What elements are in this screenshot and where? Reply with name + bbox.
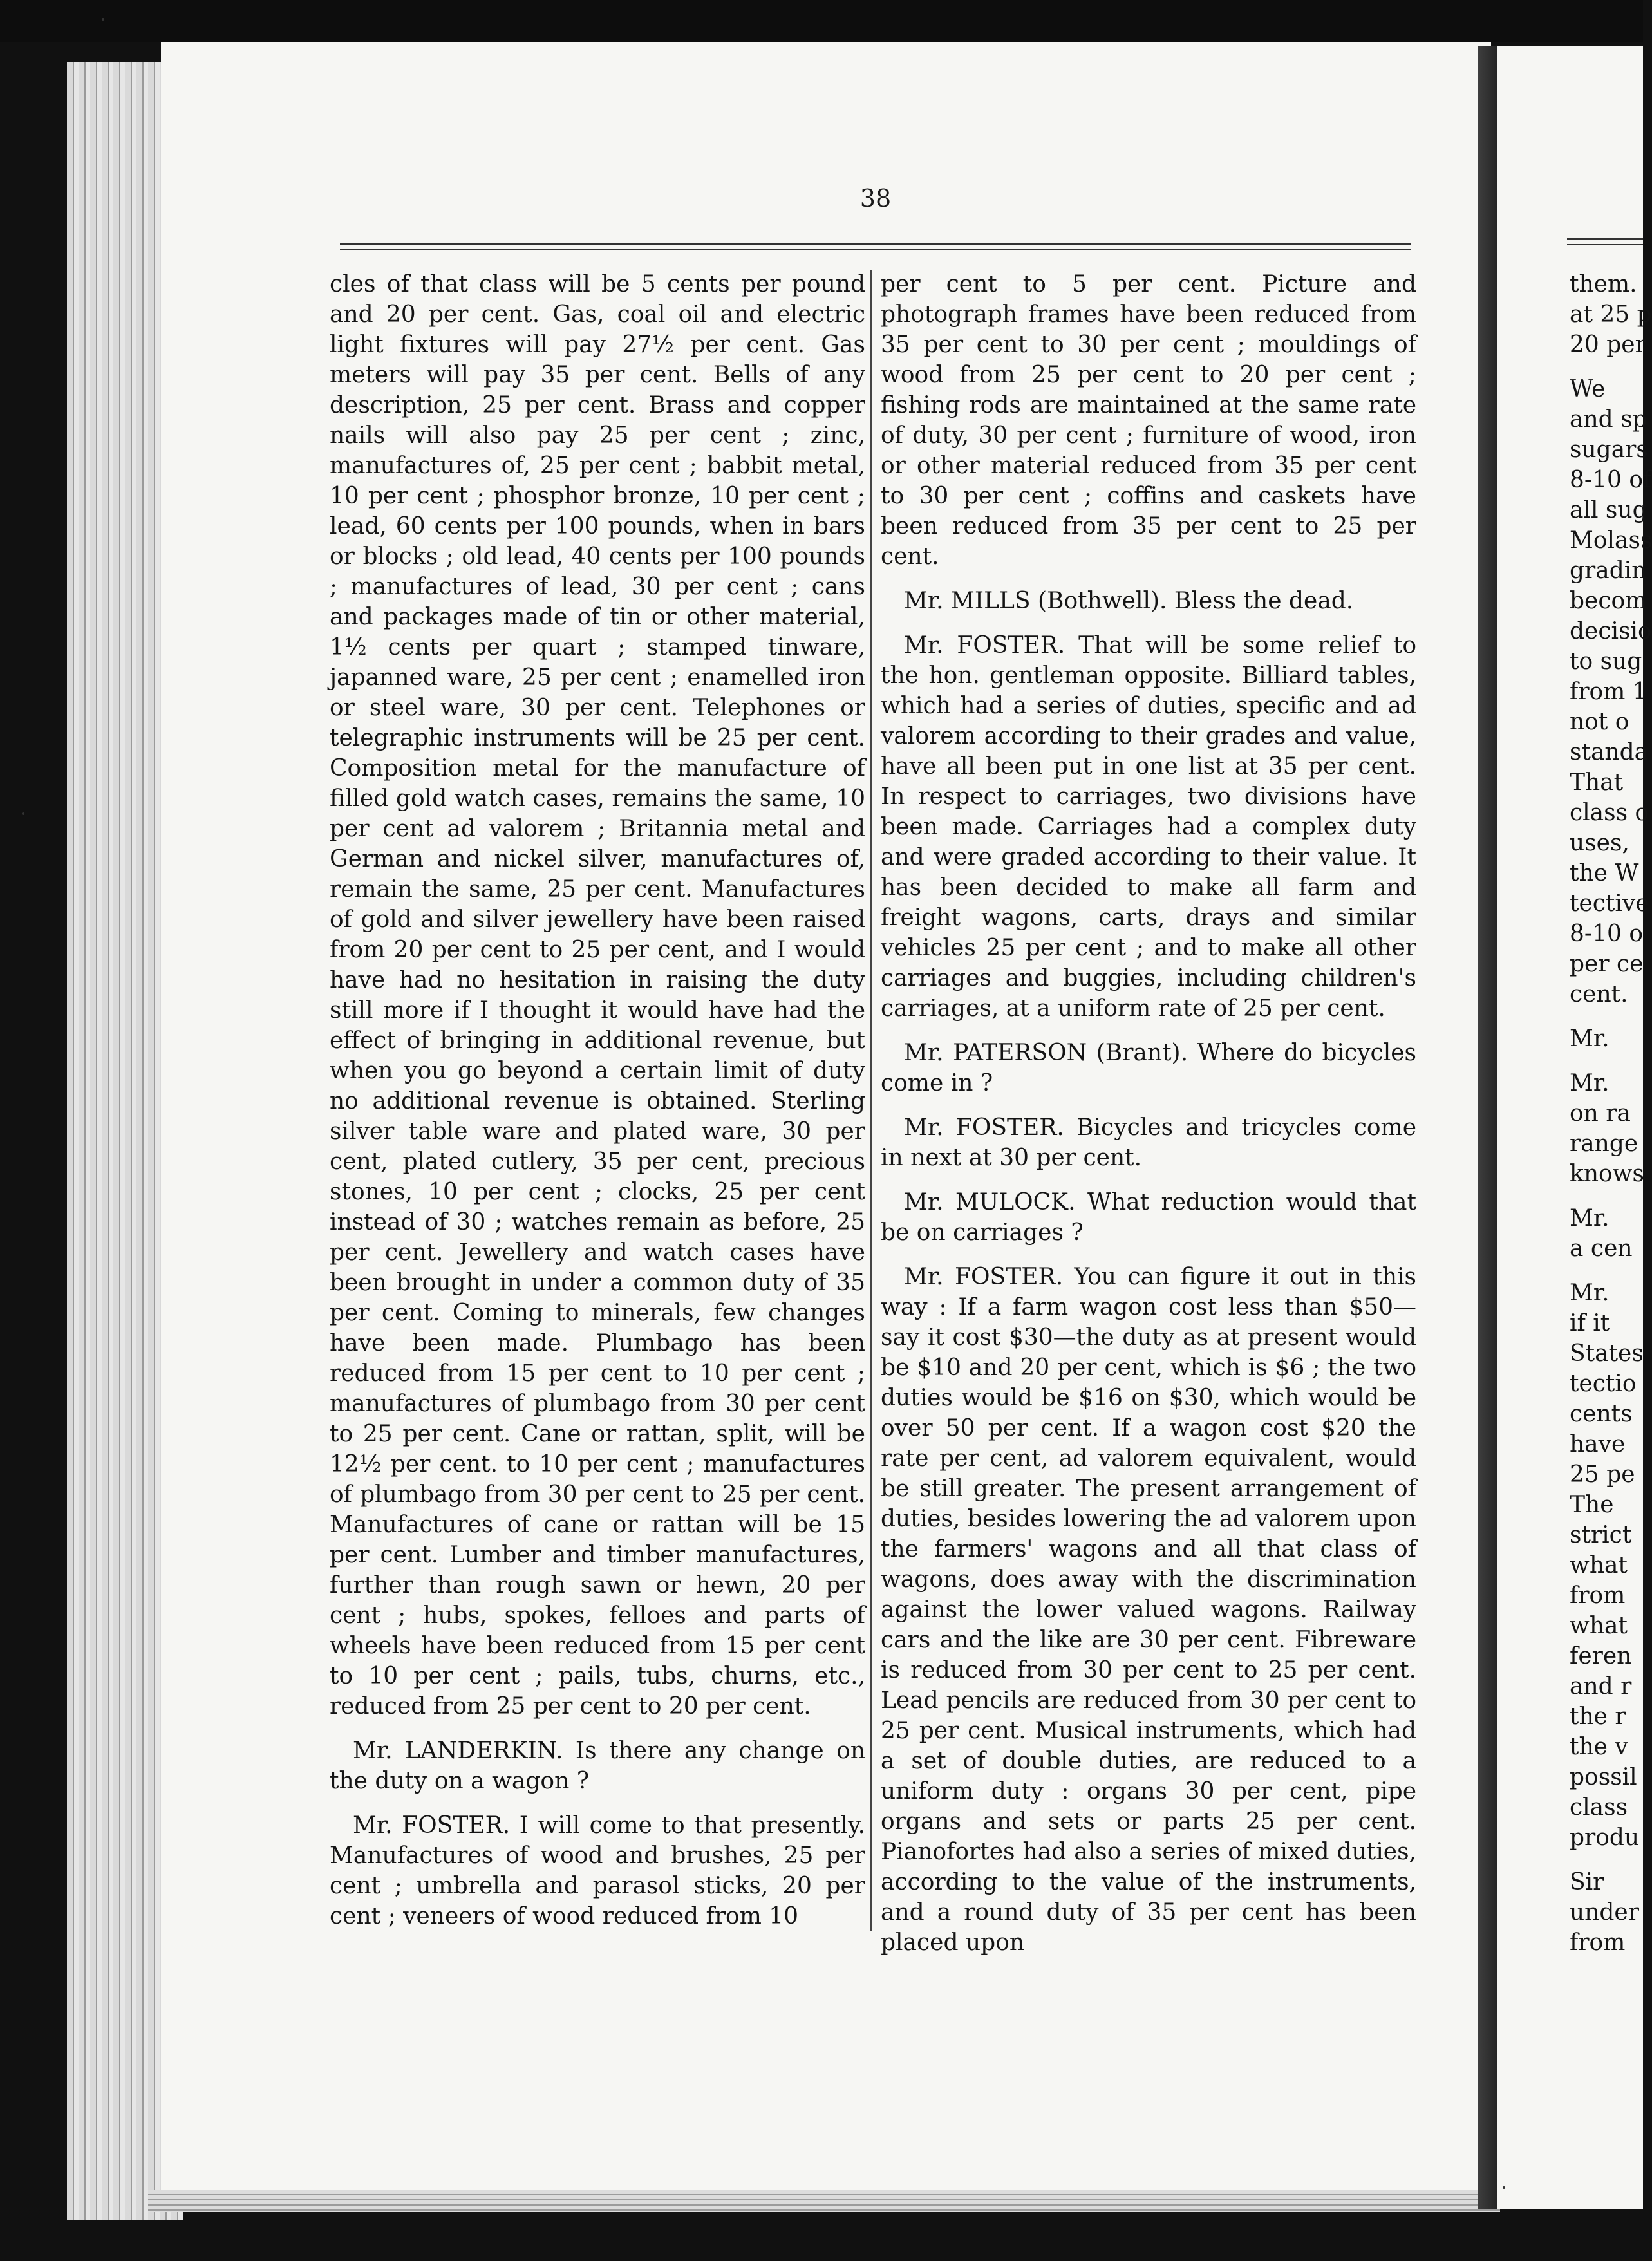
facing-page-line: and r xyxy=(1570,1673,1632,1700)
scan-speck xyxy=(102,18,104,21)
facing-page-line: range xyxy=(1570,1130,1638,1157)
facing-page-line: class xyxy=(1570,1794,1628,1821)
paragraph: per cent to 5 per cent. Picture and photograph frames have been reduced from 35 per cent to 30 per cent ; mouldings of wood from 25 per cent to 20 per cent ; fishing rods are maintained at the same rate of duty, 30 per cent ; furniture of wood, iron or other material reduced from 35 per cent to 30 per cent ; coffins and caskets have been reduced from 35 per cent to 25 per cent. xyxy=(881,271,1416,570)
facing-page-line: under xyxy=(1570,1899,1639,1926)
facing-page-line: from xyxy=(1570,1929,1626,1956)
facing-page-gap xyxy=(1570,1189,1647,1203)
scan-speck xyxy=(1503,2186,1505,2189)
facing-page-line: That xyxy=(1570,769,1624,796)
facing-page-line: Mr. xyxy=(1570,1070,1610,1096)
facing-page-line: from xyxy=(1570,1582,1626,1609)
facing-page-line: strict xyxy=(1570,1522,1632,1548)
book-page-bottom-edge xyxy=(148,2190,1500,2212)
facing-page-line: States xyxy=(1570,1340,1644,1367)
facing-page-line: the W xyxy=(1570,860,1639,887)
facing-page-line: gradin xyxy=(1570,558,1647,584)
paragraph: cles of that class will be 5 cents per pound and 20 per cent. Gas, coal oil and electric light fixtures will pay 27½ per cent. Gas meters will pay 35 per cent. Bells of any description, 25 per cent. Brass and copper nails will also pay 25 per cent ; zinc, manufactures of, 25 per cent ; babbit metal, 10 per cent ; phosphor bronze, 10 per cent ; lead, 60 cents per 100 pounds, when in bars or blocks ; old lead, 40 cents per 100 pounds ; manufactures of lead, 30 per cent ; cans and packages made of tin or other material, 1½ cents per quart ; stamped tinware, japanned ware, 25 per cent ; enamelled iron or steel ware, 30 per cent. Telephones or telegraphic instruments will be 25 per cent. Composition metal for the manufacture of filled gold watch cases, remains the same, 10 per cent ad valorem ; Britannia metal and German and nickel silver, manufactures of, remain the same, 25 per cent. Manufactures of gold and silver jewellery have been raised from 20 per cent to 25 per cent, and I would have had no hesitation in raising the duty still more if I thought it would have had the effect of bringing in additional revenue, but when you go beyond a certain limit of duty no additional revenue is obtained. Sterling silver table ware and plated ware, 30 per cent, plated cutlery, 35 per cent, precious stones, 10 per cent ; clocks, 25 per cent instead of 30 ; watches remain as before, 25 per cent. Jewellery and watch cases have been brought in under a common duty of 35 per cent. Coming to minerals, few changes have been made. Plumbago has been reduced from 15 per cent to 10 per cent ; manufactures of plumbago from 30 per cent to 25 per cent. Cane or rattan, split, will be 12½ per cent. to 10 per cent ; manufactures of plumbago from 30 per cent to 25 per cent. Manufactures of cane or rattan will be 15 per cent. Lumber and timber manufactures, further than rough sawn or hewn, 20 per cent ; hubs, spokes, felloes and parts of wheels have been reduced from 15 per cent to 10 per cent ; pails, tubs, churns, etc., reduced from 25 per cent to 20 per cent. xyxy=(330,271,865,1720)
facing-page-line: at 25 p xyxy=(1570,301,1652,328)
facing-page-gap xyxy=(1570,1853,1647,1867)
facing-page-line: uses, xyxy=(1570,830,1629,856)
column-divider xyxy=(870,270,872,1931)
facing-page-line: 25 pe xyxy=(1570,1461,1635,1488)
facing-page-line: class o xyxy=(1570,800,1649,826)
facing-page-line: cent. xyxy=(1570,981,1628,1008)
book-gutter xyxy=(1478,46,1497,2209)
paragraph: Mr. FOSTER. I will come to that presently. Manufactures of wood and brushes, 25 per cent ; umbrella and parasol sticks, 20 per cent ; veneers of wood reduced from 10 xyxy=(330,1812,865,1929)
facing-page-line: knows xyxy=(1570,1161,1644,1187)
facing-page-line: Molass xyxy=(1570,527,1652,554)
facing-page-line: all sug xyxy=(1570,497,1647,523)
facing-page-line: from 1 xyxy=(1570,679,1647,705)
facing-page-line: them. xyxy=(1570,271,1637,297)
left-column xyxy=(330,269,865,1946)
facing-page-line: 8-10 o xyxy=(1570,921,1643,947)
facing-page-line: feren xyxy=(1570,1643,1632,1669)
facing-page-header-rule xyxy=(1567,238,1643,240)
facing-page-line: produ xyxy=(1570,1825,1640,1851)
facing-page-line: and sp xyxy=(1570,406,1647,433)
facing-page-line: have xyxy=(1570,1431,1626,1458)
facing-page-line: cents xyxy=(1570,1401,1633,1427)
facing-page-line: a cen xyxy=(1570,1235,1633,1262)
facing-page-line: sugars xyxy=(1570,436,1648,463)
facing-page-line: standa xyxy=(1570,739,1649,765)
facing-page-line: decisio xyxy=(1570,618,1652,644)
scan-border-top xyxy=(0,0,1643,42)
page-number: 38 xyxy=(859,184,892,212)
facing-page-line: per ce xyxy=(1570,951,1644,977)
facing-page-line: to sug xyxy=(1570,648,1642,675)
scan-speck xyxy=(22,812,24,815)
paragraph: Mr. FOSTER. That will be some relief to the hon. gentleman opposite. Billiard tables, which had a series of duties, specific and ad valorem according to their grades and value, have all been put in one list at 35 per cent. In respect to carriages, two divisions have been made. Carriages had a complex duty and were graded according to their value. It has been decided to make all farm and freight wagons, carts, drays and similar vehicles 25 per cent ; and to make all other carriages and buggies, including children's carriages, at a uniform rate of 25 per cent. xyxy=(881,632,1416,1022)
facing-page-line: tective xyxy=(1570,890,1649,917)
facing-page-text-fragments xyxy=(1570,269,1652,1956)
facing-page-line: not o xyxy=(1570,709,1629,735)
facing-page-line: Mr. xyxy=(1570,1205,1610,1232)
facing-page-line: 8-10 of xyxy=(1570,467,1652,493)
facing-page-line: the r xyxy=(1570,1703,1626,1730)
facing-page-line: on ra xyxy=(1570,1100,1631,1127)
facing-page-gap xyxy=(1570,1264,1647,1278)
right-column xyxy=(881,269,1416,1972)
paragraph: Mr. FOSTER. You can figure it out in this way : If a farm wagon cost less than $50—say it cost $30—the duty as at present would be $10 and 20 per cent, which is $6 ; the two duties would be $16 on $30, which would be over 50 per cent. If a wagon cost $20 the rate per cent, ad valorem equivalent, would be still greater. The present arrangement of duties, besides lowering the ad valorem upon the farmers' wagons and all that class of wagons, does away with the discrimination against the lower valued wagons. Railway cars and the like are 30 per cent. Fibreware is reduced from 30 per cent to 25 per cent. Lead pencils are reduced from 30 per cent to 25 per cent. Musical instruments, which had a set of double duties, are reduced to a uniform duty : organs 30 per cent, pipe organs and sets or parts 25 per cent. Pianofortes had also a series of mixed duties, according to the value of the instruments, and a round duty of 35 per cent has been placed upon xyxy=(881,1264,1416,1956)
facing-page-line: Mr. xyxy=(1570,1280,1610,1306)
facing-page-gap xyxy=(1570,1009,1647,1024)
facing-page-line: We xyxy=(1570,376,1606,402)
facing-page-line: the v xyxy=(1570,1734,1628,1760)
facing-page-line: possil xyxy=(1570,1764,1637,1790)
facing-page-line: if it xyxy=(1570,1310,1610,1337)
facing-page-line: Sir xyxy=(1570,1869,1604,1895)
facing-page-line: what xyxy=(1570,1552,1628,1579)
header-rule xyxy=(340,243,1411,249)
paragraph: Mr. LANDERKIN. Is there any change on the duty on a wagon ? xyxy=(330,1738,865,1794)
facing-page-line: becom xyxy=(1570,588,1647,614)
facing-page-line: 20 per xyxy=(1570,332,1646,358)
paragraph: Mr. PATERSON (Brant). Where do bicycles come in ? xyxy=(881,1040,1416,1096)
facing-page-gap xyxy=(1570,1054,1647,1068)
facing-page-gap xyxy=(1570,360,1647,374)
facing-page-line: The xyxy=(1570,1492,1614,1518)
facing-page-line: what xyxy=(1570,1613,1628,1639)
facing-page-line: Mr. xyxy=(1570,1026,1610,1052)
paragraph: Mr. MILLS (Bothwell). Bless the dead. xyxy=(904,588,1354,614)
facing-page-line: tectio xyxy=(1570,1371,1637,1397)
paragraph: Mr. FOSTER. Bicycles and tricycles come in next at 30 per cent. xyxy=(881,1114,1416,1171)
paragraph: Mr. MULOCK. What reduction would that be on carriages ? xyxy=(881,1189,1416,1246)
